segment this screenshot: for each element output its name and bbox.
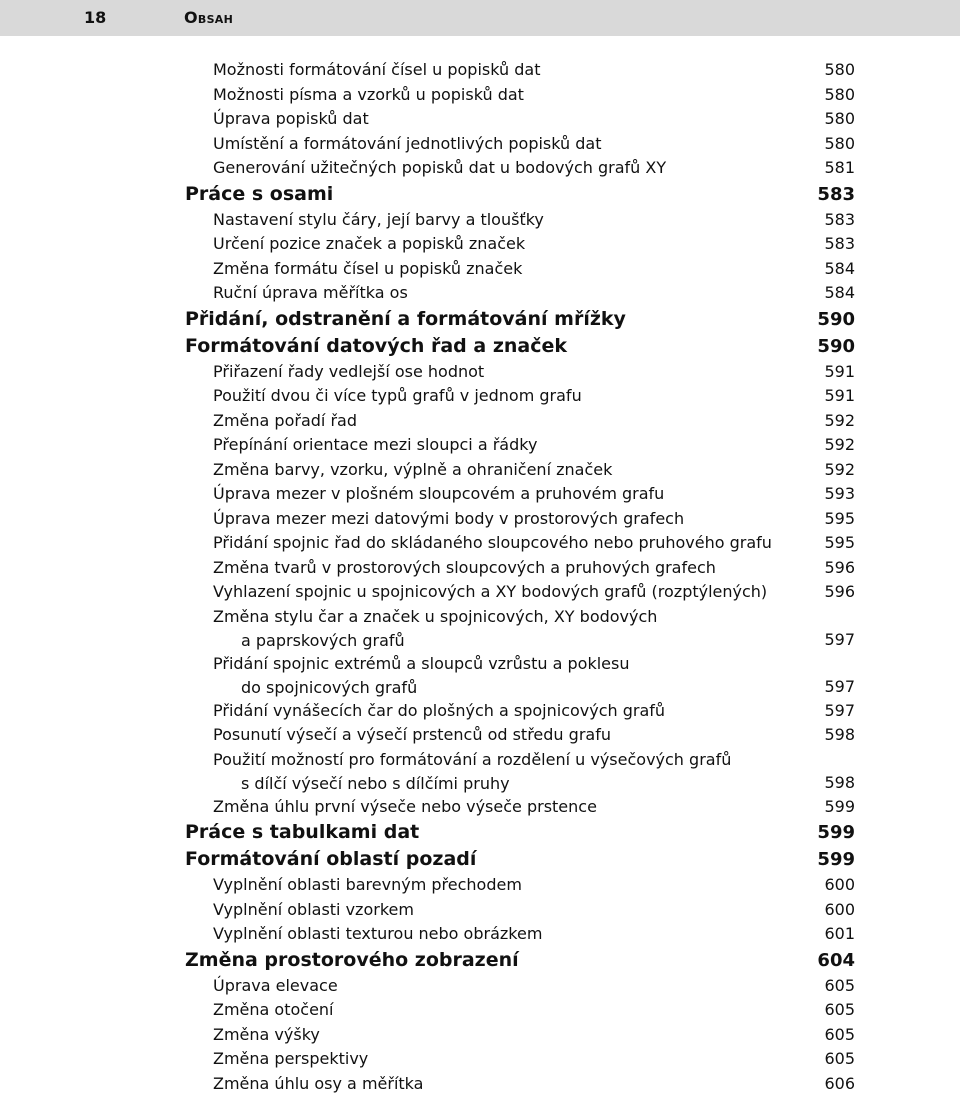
toc-section [0, 819, 960, 846]
toc-entry-page: 600 [824, 899, 855, 919]
toc-entry [0, 1023, 960, 1048]
toc-entry-title: Vyplnění oblasti barevným přechodem [213, 875, 522, 894]
toc-entry-title: Změna výšky [213, 1024, 320, 1044]
toc-entry-page: 595 [824, 508, 855, 528]
toc-entry-page: 605 [824, 975, 855, 995]
toc-entry-page: 593 [824, 484, 855, 503]
toc-entry-title: Vyplnění oblasti vzorkem [213, 899, 414, 919]
toc-entry [0, 723, 960, 748]
toc-section [0, 333, 960, 360]
toc-entry-page: 599 [824, 796, 855, 816]
toc-entry-page: 591 [824, 386, 855, 405]
toc-entry [0, 156, 960, 181]
toc-entry-page: 605 [824, 1049, 855, 1068]
toc-entry-page: 598 [824, 725, 855, 744]
toc-entry-title: Formátování oblastí pozadí [185, 848, 477, 870]
toc-entry-page: 580 [824, 109, 855, 128]
toc-entry-title: Úprava mezer v plošném sloupcovém a pruhovém grafu [213, 484, 665, 503]
toc-entry [0, 58, 960, 83]
toc-entry [0, 83, 960, 108]
toc-entry [0, 652, 960, 699]
toc-entry-page: 605 [824, 1024, 855, 1044]
toc-entry-page: 592 [824, 459, 855, 479]
toc-entry [0, 974, 960, 999]
toc-entry-page: 580 [824, 84, 855, 104]
toc-entry-page: 580 [824, 133, 855, 153]
toc-entry-page: 580 [824, 60, 855, 79]
toc-entry-title: Práce s tabulkami dat [185, 821, 420, 843]
toc-entry-title: Přidání, odstranění a formátování mřížky [185, 307, 626, 330]
toc-entry-page: 595 [824, 533, 855, 552]
toc-entry-title: Změna otočení [213, 1000, 334, 1019]
toc-entry-page: 584 [824, 258, 855, 278]
toc-entry-title-line2: a paprskových grafů [241, 631, 405, 650]
toc-entry-title: Umístění a formátování jednotlivých popisků dat [213, 133, 602, 153]
toc-entry-page: 597 [824, 629, 855, 649]
toc-entry [0, 281, 960, 306]
toc-entry-title: Možnosti písma a vzorků u popisků dat [213, 84, 524, 104]
toc-entry-page: 596 [824, 557, 855, 577]
toc-entry [0, 699, 960, 724]
toc-entry-title-line1: Použití možností pro formátování a rozdělení u výsečových grafů [213, 749, 732, 769]
toc-entry [0, 873, 960, 898]
toc-entry-title: Posunutí výsečí a výsečí prstenců od středu grafu [213, 725, 611, 744]
toc-entry-page: 600 [824, 875, 855, 894]
toc-entry-title [213, 748, 810, 797]
toc-entry-title: Možnosti formátování čísel u popisků dat [213, 60, 541, 79]
toc-entry [0, 580, 960, 605]
toc-entry-title: Práce s osami [185, 182, 334, 205]
toc-entry-title: Generování užitečných popisků dat u bodových grafů XY [213, 158, 667, 177]
toc-entry [0, 257, 960, 282]
toc-entry-title: Změna perspektivy [213, 1049, 369, 1068]
toc-entry-title: Úprava elevace [213, 975, 338, 995]
toc-entry-title [213, 652, 810, 701]
toc-entry-page: 605 [824, 1000, 855, 1019]
toc-entry [0, 922, 960, 947]
toc-entry [0, 531, 960, 556]
toc-entry-title: Přepínání orientace mezi sloupci a řádky [213, 435, 538, 454]
toc-entry-title: Nastavení stylu čáry, její barvy a tloušťky [213, 209, 544, 229]
toc-entry [0, 507, 960, 532]
toc-entry-page: 581 [824, 158, 855, 177]
table-of-contents [0, 58, 960, 1096]
toc-entry-title-line1: Přidání spojnic extrémů a sloupců vzrůstu a poklesu [213, 653, 630, 673]
toc-entry-title: Ruční úprava měřítka os [213, 283, 408, 302]
toc-section [0, 306, 960, 333]
toc-entry-title: Přidání spojnic řad do skládaného sloupcového nebo pruhového grafu [213, 533, 772, 552]
toc-entry [0, 384, 960, 409]
toc-entry-title: Přiřazení řady vedlejší ose hodnot [213, 361, 485, 381]
toc-entry-title: Vyhlazení spojnic u spojnicových a XY bodových grafů (rozptýlených) [213, 582, 768, 601]
toc-entry [0, 458, 960, 483]
toc-entry-page: 583 [824, 209, 855, 229]
toc-entry-page: 591 [824, 361, 855, 381]
toc-section [0, 947, 960, 974]
toc-entry [0, 1072, 960, 1097]
toc-entry [0, 208, 960, 233]
toc-entry-title-line2: do spojnicových grafů [241, 678, 418, 697]
toc-entry-title: Určení pozice značek a popisků značek [213, 234, 526, 253]
toc-entry-page: 604 [817, 949, 855, 971]
toc-entry [0, 132, 960, 157]
toc-entry-page: 583 [824, 234, 855, 253]
toc-entry-title: Změna pořadí řad [213, 410, 357, 430]
toc-entry-page: 597 [824, 676, 855, 696]
page-header [0, 0, 960, 36]
page-number: 18 [84, 8, 107, 27]
toc-entry [0, 232, 960, 257]
toc-entry [0, 998, 960, 1023]
toc-entry [0, 795, 960, 820]
toc-entry-title: Vyplnění oblasti texturou nebo obrázkem [213, 924, 543, 943]
toc-entry-title: Úprava mezer mezi datovými body v prostorových grafech [213, 508, 685, 528]
toc-entry-page: 590 [817, 308, 855, 330]
toc-entry-title: Změna barvy, vzorku, výplně a ohraničení značek [213, 459, 613, 479]
toc-entry-page: 592 [824, 410, 855, 430]
toc-section [0, 181, 960, 208]
toc-entry [0, 433, 960, 458]
toc-entry-title: Změna tvarů v prostorových sloupcových a pruhových grafech [213, 557, 716, 577]
toc-entry-title: Změna formátu čísel u popisků značek [213, 258, 523, 278]
toc-entry-page: 598 [824, 772, 855, 792]
toc-entry-title: Změna úhlu osy a měřítka [213, 1073, 424, 1093]
toc-entry-page: 592 [824, 435, 855, 454]
toc-entry-title: Úprava popisků dat [213, 109, 369, 128]
toc-section [0, 846, 960, 873]
toc-entry [0, 482, 960, 507]
toc-entry-title: Formátování datových řad a značek [185, 334, 568, 357]
toc-entry-page: 597 [824, 700, 855, 720]
toc-entry-page: 606 [824, 1073, 855, 1093]
toc-entry [0, 898, 960, 923]
toc-entry [0, 107, 960, 132]
toc-entry-page: 590 [817, 335, 855, 357]
toc-entry-page: 583 [817, 183, 855, 205]
toc-entry-title: Použití dvou či více typů grafů v jednom grafu [213, 386, 582, 405]
toc-entry-page: 601 [824, 924, 855, 943]
toc-entry [0, 748, 960, 795]
toc-entry [0, 360, 960, 385]
toc-entry-page: 599 [817, 849, 855, 870]
toc-entry-title: Změna prostorového zobrazení [185, 948, 519, 971]
toc-entry [0, 1047, 960, 1072]
toc-entry-title-line1: Změna stylu čar a značek u spojnicových, XY bodových [213, 606, 658, 626]
toc-entry-page: 584 [824, 283, 855, 302]
toc-entry-page: 599 [817, 822, 855, 843]
toc-entry [0, 409, 960, 434]
toc-entry-page: 596 [824, 582, 855, 601]
toc-entry-title [213, 605, 810, 654]
toc-entry [0, 605, 960, 652]
running-head: Obsah [184, 8, 234, 27]
toc-entry [0, 556, 960, 581]
toc-entry-title: Změna úhlu první výseče nebo výseče prstence [213, 796, 597, 816]
toc-entry-title: Přidání vynášecích čar do plošných a spojnicových grafů [213, 700, 666, 720]
toc-entry-title-line2: s dílčí výsečí nebo s dílčími pruhy [241, 774, 510, 793]
